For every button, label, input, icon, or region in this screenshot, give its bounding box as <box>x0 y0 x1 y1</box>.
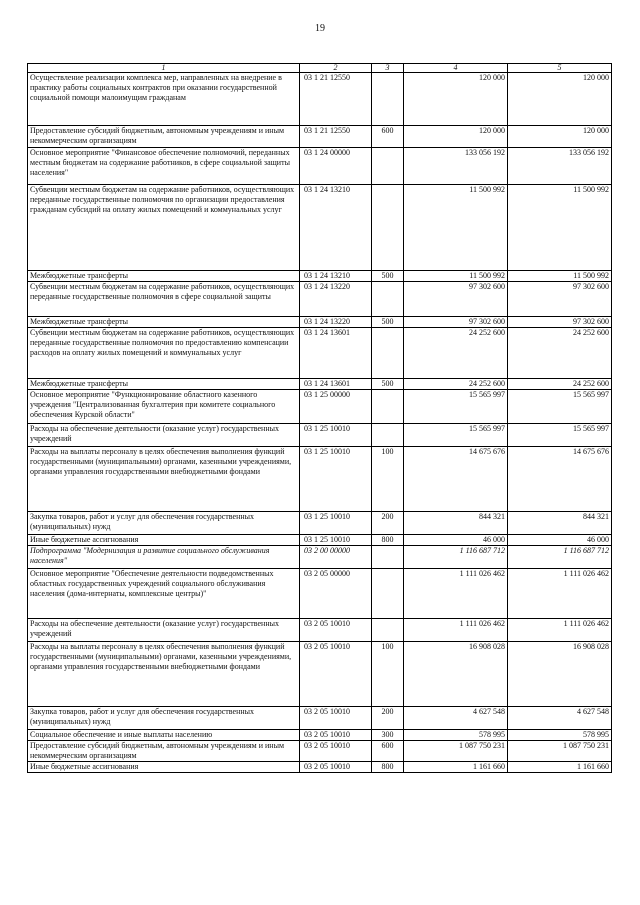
table-row <box>28 512 612 535</box>
row-expense-type <box>372 328 404 379</box>
row-amount-1: 1 161 660 <box>404 762 508 773</box>
row-code: 03 1 25 10010 <box>300 535 372 546</box>
row-amount-2: 16 908 028 <box>508 642 612 707</box>
row-amount-2: 46 000 <box>508 535 612 546</box>
row-code: 03 2 05 10010 <box>300 762 372 773</box>
row-name: Основное мероприятие "Обеспечение деятельности подведомственных областных государственных учреждений социального обслуживания населения (дома-интернаты, комплексные центры)" <box>28 569 300 619</box>
row-amount-1: 97 302 600 <box>404 317 508 328</box>
row-code: 03 2 05 00000 <box>300 569 372 619</box>
row-code: 03 2 05 10010 <box>300 642 372 707</box>
table-row <box>28 328 612 379</box>
row-name: Закупка товаров, работ и услуг для обеспечения государственных (муниципальных) нужд <box>28 707 300 730</box>
row-name: Межбюджетные трансферты <box>28 271 300 282</box>
row-name: Социальное обеспечение и иные выплаты населению <box>28 730 300 741</box>
row-expense-type: 500 <box>372 317 404 328</box>
row-amount-1: 15 565 997 <box>404 390 508 424</box>
row-amount-1: 97 302 600 <box>404 282 508 317</box>
row-amount-1: 1 087 750 231 <box>404 741 508 762</box>
row-code: 03 2 05 10010 <box>300 741 372 762</box>
row-amount-2: 844 321 <box>508 512 612 535</box>
row-code: 03 1 25 10010 <box>300 424 372 447</box>
row-amount-1: 11 500 992 <box>404 271 508 282</box>
table-row <box>28 73 612 126</box>
row-amount-1: 844 321 <box>404 512 508 535</box>
table-row <box>28 126 612 148</box>
row-amount-2: 97 302 600 <box>508 317 612 328</box>
row-expense-type <box>372 282 404 317</box>
row-code: 03 1 25 00000 <box>300 390 372 424</box>
row-amount-2: 1 087 750 231 <box>508 741 612 762</box>
row-name: Предоставление субсидий бюджетным, автономным учреждениям и иным некоммерческим организациям <box>28 126 300 148</box>
row-expense-type <box>372 390 404 424</box>
row-amount-1: 46 000 <box>404 535 508 546</box>
page-number: 19 <box>315 23 325 34</box>
row-amount-2: 578 995 <box>508 730 612 741</box>
row-expense-type <box>372 546 404 569</box>
row-amount-1: 24 252 600 <box>404 379 508 390</box>
table-row <box>28 424 612 447</box>
row-name: Иные бюджетные ассигнования <box>28 535 300 546</box>
table-row <box>28 185 612 271</box>
row-expense-type: 500 <box>372 271 404 282</box>
row-expense-type: 600 <box>372 741 404 762</box>
row-amount-1: 14 675 676 <box>404 447 508 512</box>
row-expense-type: 100 <box>372 642 404 707</box>
row-expense-type <box>372 569 404 619</box>
table-row <box>28 741 612 762</box>
row-expense-type <box>372 185 404 271</box>
column-header-4: 4 <box>404 64 508 73</box>
row-amount-2: 14 675 676 <box>508 447 612 512</box>
row-expense-type <box>372 424 404 447</box>
row-code: 03 1 24 13601 <box>300 328 372 379</box>
table-row <box>28 619 612 642</box>
row-name: Закупка товаров, работ и услуг для обеспечения государственных (муниципальных) нужд <box>28 512 300 535</box>
row-expense-type <box>372 148 404 185</box>
row-amount-1: 133 056 192 <box>404 148 508 185</box>
row-name: Расходы на обеспечение деятельности (оказание услуг) государственных учреждений <box>28 424 300 447</box>
row-amount-2: 1 111 026 462 <box>508 619 612 642</box>
row-expense-type: 600 <box>372 126 404 148</box>
table-row <box>28 569 612 619</box>
row-code: 03 1 24 13210 <box>300 271 372 282</box>
row-name: Основное мероприятие "Функционирование областного казенного учреждения "Централизованная бухгалтерия при комитете социального обеспечения Курской области" <box>28 390 300 424</box>
row-name: Межбюджетные трансферты <box>28 317 300 328</box>
row-code: 03 1 24 13601 <box>300 379 372 390</box>
table-header-row <box>28 64 612 73</box>
row-amount-1: 24 252 600 <box>404 328 508 379</box>
row-name: Основное мероприятие "Финансовое обеспечение полномочий, переданных местным бюджетам на содержание работников, в сфере социальной защиты населения" <box>28 148 300 185</box>
table-row <box>28 379 612 390</box>
row-code: 03 1 21 12550 <box>300 73 372 126</box>
row-amount-2: 11 500 992 <box>508 185 612 271</box>
column-header-3: 3 <box>372 64 404 73</box>
row-amount-2: 1 116 687 712 <box>508 546 612 569</box>
row-code: 03 1 24 13220 <box>300 317 372 328</box>
table-row <box>28 271 612 282</box>
row-amount-1: 16 908 028 <box>404 642 508 707</box>
row-code: 03 1 25 10010 <box>300 447 372 512</box>
row-amount-2: 15 565 997 <box>508 424 612 447</box>
table-row <box>28 390 612 424</box>
row-amount-1: 15 565 997 <box>404 424 508 447</box>
column-header-2: 2 <box>300 64 372 73</box>
row-code: 03 1 24 13220 <box>300 282 372 317</box>
table-row <box>28 447 612 512</box>
row-amount-2: 120 000 <box>508 126 612 148</box>
row-amount-1: 11 500 992 <box>404 185 508 271</box>
row-code: 03 1 24 13210 <box>300 185 372 271</box>
table-row <box>28 282 612 317</box>
table-row <box>28 148 612 185</box>
row-name: Субвенции местным бюджетам на содержание работников, осуществляющих переданные государственные полномочия по организации предоставления гражданам субсидий на оплату жилых помещений и коммунальных услуг <box>28 185 300 271</box>
table-row <box>28 317 612 328</box>
row-amount-2: 11 500 992 <box>508 271 612 282</box>
row-expense-type: 200 <box>372 707 404 730</box>
row-amount-2: 15 565 997 <box>508 390 612 424</box>
row-amount-2: 120 000 <box>508 73 612 126</box>
table-row <box>28 642 612 707</box>
table-row <box>28 762 612 773</box>
row-amount-1: 1 111 026 462 <box>404 569 508 619</box>
row-amount-2: 1 161 660 <box>508 762 612 773</box>
row-expense-type: 100 <box>372 447 404 512</box>
table-row <box>28 546 612 569</box>
row-code: 03 2 00 00000 <box>300 546 372 569</box>
row-amount-2: 133 056 192 <box>508 148 612 185</box>
row-name: Субвенции местным бюджетам на содержание работников, осуществляющих переданные государственные полномочия по предоставлению компенсации расходов на оплату жилых помещений и коммунальных услуг <box>28 328 300 379</box>
row-amount-2: 1 111 026 462 <box>508 569 612 619</box>
budget-table <box>27 63 612 773</box>
row-amount-1: 4 627 548 <box>404 707 508 730</box>
row-amount-1: 120 000 <box>404 73 508 126</box>
column-header-1: 1 <box>28 64 300 73</box>
row-amount-1: 1 111 026 462 <box>404 619 508 642</box>
row-code: 03 1 24 00000 <box>300 148 372 185</box>
table-row <box>28 535 612 546</box>
row-code: 03 2 05 10010 <box>300 707 372 730</box>
row-name: Расходы на обеспечение деятельности (оказание услуг) государственных учреждений <box>28 619 300 642</box>
row-expense-type <box>372 619 404 642</box>
row-name: Субвенции местным бюджетам на содержание работников, осуществляющих переданные государственные полномочия в сфере социальной защиты <box>28 282 300 317</box>
row-amount-2: 24 252 600 <box>508 328 612 379</box>
row-amount-1: 578 995 <box>404 730 508 741</box>
row-amount-2: 24 252 600 <box>508 379 612 390</box>
row-expense-type <box>372 73 404 126</box>
row-expense-type: 800 <box>372 535 404 546</box>
row-code: 03 1 21 12550 <box>300 126 372 148</box>
row-name: Расходы на выплаты персоналу в целях обеспечения выполнения функций государственными (муниципальными) органами, казенными учреждениями, органами управления государственными внебюджетными фондами <box>28 642 300 707</box>
row-expense-type: 500 <box>372 379 404 390</box>
row-name: Межбюджетные трансферты <box>28 379 300 390</box>
row-code: 03 1 25 10010 <box>300 512 372 535</box>
row-amount-1: 1 116 687 712 <box>404 546 508 569</box>
row-name: Иные бюджетные ассигнования <box>28 762 300 773</box>
row-expense-type: 200 <box>372 512 404 535</box>
row-code: 03 2 05 10010 <box>300 619 372 642</box>
row-name: Расходы на выплаты персоналу в целях обеспечения выполнения функций государственными (муниципальными) органами, казенными учреждениями, органами управления государственными внебюджетными фондами <box>28 447 300 512</box>
row-name: Подпрограмма "Модернизация и развитие социального обслуживания населения" <box>28 546 300 569</box>
row-name: Предоставление субсидий бюджетным, автономным учреждениям и иным некоммерческим организациям <box>28 741 300 762</box>
row-amount-2: 4 627 548 <box>508 707 612 730</box>
row-name: Осуществление реализации комплекса мер, направленных на внедрение в практику работы социальных контрактов при оказании государственной социальной помощи малоимущим гражданам <box>28 73 300 126</box>
row-expense-type: 800 <box>372 762 404 773</box>
column-header-5: 5 <box>508 64 612 73</box>
table-row <box>28 707 612 730</box>
row-amount-2: 97 302 600 <box>508 282 612 317</box>
table-row <box>28 730 612 741</box>
row-amount-1: 120 000 <box>404 126 508 148</box>
row-code: 03 2 05 10010 <box>300 730 372 741</box>
row-expense-type: 300 <box>372 730 404 741</box>
